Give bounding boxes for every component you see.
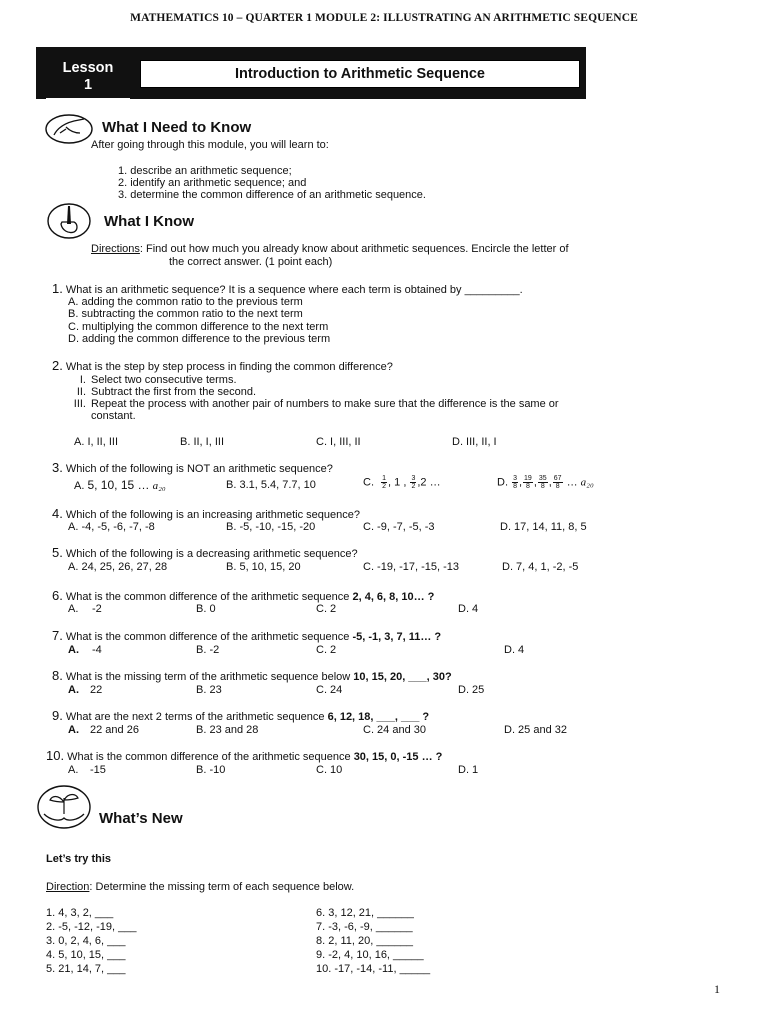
directions-line-1 [91, 243, 569, 256]
lets-try-this: Let’s try this [46, 853, 111, 865]
q2-step-2: Subtract the first from the second. [91, 386, 257, 398]
q10-option-d: D. 1 [458, 764, 479, 776]
question-number: 1. [52, 281, 63, 296]
q4-option-d: D. 17, 14, 11, 8, 5 [500, 521, 587, 533]
q10-option-c: C. 10 [316, 764, 343, 776]
q9-option-c: C. 24 and 30 [363, 724, 426, 736]
q9-option-a: 22 and 26 [90, 724, 139, 736]
fraction: $\frac{1}{2}$ [382, 475, 387, 490]
section-heading-whats-new: What’s New [99, 810, 183, 827]
direction-label: Direction [46, 881, 90, 893]
q8-option-c: C. 24 [316, 684, 343, 696]
question-number: 9. [52, 708, 63, 723]
option-label: C. [363, 476, 374, 489]
objective-2: 2. identify an arithmetic sequence; and [118, 177, 307, 189]
question-4 [52, 508, 360, 522]
q3-option-d: D. $\frac{3}{8}$ , $\frac{19}{8}$ , $\frac{35}{8}$ , $\frac{67}{8}$ … a₂₀ [497, 475, 594, 490]
question-3 [52, 462, 333, 476]
question-1 [52, 283, 523, 297]
question-number: 3. [52, 460, 63, 475]
q3-option-a [74, 478, 166, 492]
question-9 [52, 710, 429, 724]
directions-text: : Find out how much you already know about arithmetic sequences. Encircle the letter of [139, 243, 569, 255]
objective-1: 1. describe an arithmetic sequence; [118, 165, 292, 177]
q4-option-a: A. -4, -5, -6, -7, -8 [68, 521, 155, 533]
q3-option-c [363, 475, 441, 490]
option-term: a₂₀ [152, 480, 166, 492]
q6-option-b: B. 0 [196, 603, 216, 615]
q10-option-a: -15 [90, 764, 106, 776]
q3-option-b: B. 3.1, 5.4, 7.7, 10 [226, 479, 316, 491]
question-text: What is the common difference of the arithmetic sequence [64, 751, 354, 763]
question-text: What is the common difference of the arithmetic sequence [65, 631, 353, 643]
lesson-underline [46, 98, 130, 100]
question-text: What is the missing term of the arithmetic sequence below [65, 671, 354, 683]
q9-option-a-label: A. [68, 724, 79, 736]
section-heading-i-know: What I Know [104, 213, 194, 230]
q2-step-1: Select two consecutive terms. [91, 374, 237, 386]
question-number: 6. [52, 588, 63, 603]
question-number: 4. [52, 506, 63, 521]
lesson-title: Introduction to Arithmetic Sequence [140, 60, 580, 88]
q2-step-num-3: III. [73, 398, 86, 410]
q6-option-a: -2 [92, 603, 102, 615]
q2-option-c: C. I, III, II [316, 436, 361, 448]
q5-option-b: B. 5, 10, 15, 20 [226, 561, 301, 573]
question-2 [52, 360, 393, 374]
question-sequence: 2, 4, 6, 8, 10… ? [352, 591, 435, 603]
direction-line [46, 881, 354, 894]
q8-option-a: 22 [90, 684, 103, 696]
directions-line-2: the correct answer. (1 point each) [169, 256, 333, 268]
lesson-label-word: Lesson [62, 60, 114, 76]
q7-option-c: C. 2 [316, 644, 337, 656]
q5-option-a: A. 24, 25, 26, 27, 28 [68, 561, 168, 573]
q8-option-b: B. 23 [196, 684, 222, 696]
separator: ,2 … [417, 476, 441, 489]
question-text: What is an arithmetic sequence? It is a sequence where each term is obtained by _________. [65, 284, 523, 296]
question-number: 8. [52, 668, 63, 683]
q10-option-a-label: A. [68, 764, 79, 776]
question-number: 7. [52, 628, 63, 643]
sequence-item-3: 3. 0, 2, 4, 6, ___ [46, 935, 126, 947]
q1-option-d: D. adding the common difference to the previous term [68, 333, 331, 345]
q4-option-c: C. -9, -7, -5, -3 [363, 521, 435, 533]
separator: , 1 , [388, 476, 407, 489]
q1-option-c: C. multiplying the common difference to the next term [68, 321, 329, 333]
question-7 [52, 630, 441, 644]
question-text: Which of the following is NOT an arithmetic sequence? [65, 463, 333, 475]
option-term: a₂₀ [580, 476, 594, 489]
need-to-know-intro: After going through this module, you will learn to: [91, 139, 329, 151]
fraction: $\frac{3}{8}$ [513, 475, 517, 490]
hand-pen-icon [46, 202, 92, 240]
fraction: $\frac{3}{2}$ [411, 475, 416, 490]
question-10 [46, 750, 442, 764]
question-5 [52, 547, 358, 561]
question-sequence: 30, 15, 0, -15 … ? [353, 751, 443, 763]
q6-option-a-label: A. [68, 603, 79, 615]
q1-option-b: B. subtracting the common ratio to the next term [68, 308, 303, 320]
hand-pointing-icon [44, 113, 94, 145]
sequence-item-2: 2. -5, -12, -19, ___ [46, 921, 137, 933]
option-label: D. [497, 476, 508, 489]
question-number: 5. [52, 545, 63, 560]
ellipsis: … [566, 476, 578, 489]
sequence-item-1: 1. 4, 3, 2, ___ [46, 907, 114, 919]
page-header: MATHEMATICS 10 – QUARTER 1 MODULE 2: ILLUSTRATING AN ARITHMETIC SEQUENCE [130, 12, 638, 24]
question-text: What is the common difference of the arithmetic sequence [65, 591, 353, 603]
question-number: 10. [46, 748, 65, 763]
q7-option-d: D. 4 [504, 644, 525, 656]
q2-option-a: A. I, II, III [74, 436, 119, 448]
fraction: $\frac{67}{8}$ [553, 475, 562, 490]
sequence-item-10: 10. -17, -14, -11, _____ [316, 963, 431, 975]
q5-option-c: C. -19, -17, -15, -13 [363, 561, 459, 573]
fraction: $\frac{35}{8}$ [538, 475, 547, 490]
q5-option-d: D. 7, 4, 1, -2, -5 [502, 561, 579, 573]
question-number: 2. [52, 358, 63, 373]
q6-option-c: C. 2 [316, 603, 337, 615]
q10-option-b: B. -10 [196, 764, 226, 776]
option-label: A. [74, 480, 85, 492]
question-text: Which of the following is an increasing arithmetic sequence? [65, 509, 361, 521]
q9-option-b: B. 23 and 28 [196, 724, 259, 736]
q7-option-a-label: A. [68, 644, 79, 656]
page-number: 1 [714, 982, 720, 996]
q2-option-b: B. II, I, III [180, 436, 225, 448]
directions-label: Directions [91, 243, 140, 255]
q1-option-a: A. adding the common ratio to the previous term [68, 296, 303, 308]
question-sequence: 10, 15, 20, ___, 30? [353, 671, 452, 683]
lesson-label [46, 60, 130, 94]
sequence-item-9: 9. -2, 4, 10, 16, _____ [316, 949, 424, 961]
sequence-item-8: 8. 2, 11, 20, ______ [316, 935, 414, 947]
q2-step-3: Repeat the process with another pair of numbers to make sure that the difference is the same or [91, 398, 559, 410]
q2-option-d: D. III, II, I [452, 436, 497, 448]
question-text: Which of the following is a decreasing arithmetic sequence? [65, 548, 358, 560]
fraction: $\frac{19}{8}$ [524, 475, 532, 490]
question-6 [52, 590, 434, 604]
lesson-number: 1 [83, 77, 93, 93]
question-text: What is the step by step process in finding the common difference? [65, 361, 393, 373]
q8-option-d: D. 25 [458, 684, 485, 696]
q2-step-num-2: II. [76, 386, 86, 398]
question-8 [52, 670, 452, 684]
question-sequence: 6, 12, 18, ___, ___ ? [327, 711, 430, 723]
sequence-item-7: 7. -3, -6, -9, ______ [316, 921, 413, 933]
q7-option-a: -4 [92, 644, 102, 656]
sequence-item-6: 6. 3, 12, 21, ______ [316, 907, 414, 919]
objective-3: 3. determine the common difference of an arithmetic sequence. [118, 189, 426, 201]
question-sequence: -5, -1, 3, 7, 11… ? [352, 631, 442, 643]
question-text: What are the next 2 terms of the arithmetic sequence [65, 711, 328, 723]
q2-step-num-1: I. [79, 374, 86, 386]
q8-option-a-label: A. [68, 684, 79, 696]
option-sequence: 5, 10, 15 … [87, 478, 150, 492]
q7-option-b: B. -2 [196, 644, 220, 656]
sequence-item-5: 5. 21, 14, 7, ___ [46, 963, 126, 975]
sequence-item-4: 4. 5, 10, 15, ___ [46, 949, 126, 961]
q2-step-3-cont: constant. [91, 410, 136, 422]
q4-option-b: B. -5, -10, -15, -20 [226, 521, 316, 533]
direction-text: : Determine the missing term of each sequence below. [89, 881, 355, 893]
hands-plant-icon [36, 784, 92, 830]
q6-option-d: D. 4 [458, 603, 479, 615]
q9-option-d: D. 25 and 32 [504, 724, 567, 736]
section-heading-need-to-know: What I Need to Know [102, 119, 252, 136]
